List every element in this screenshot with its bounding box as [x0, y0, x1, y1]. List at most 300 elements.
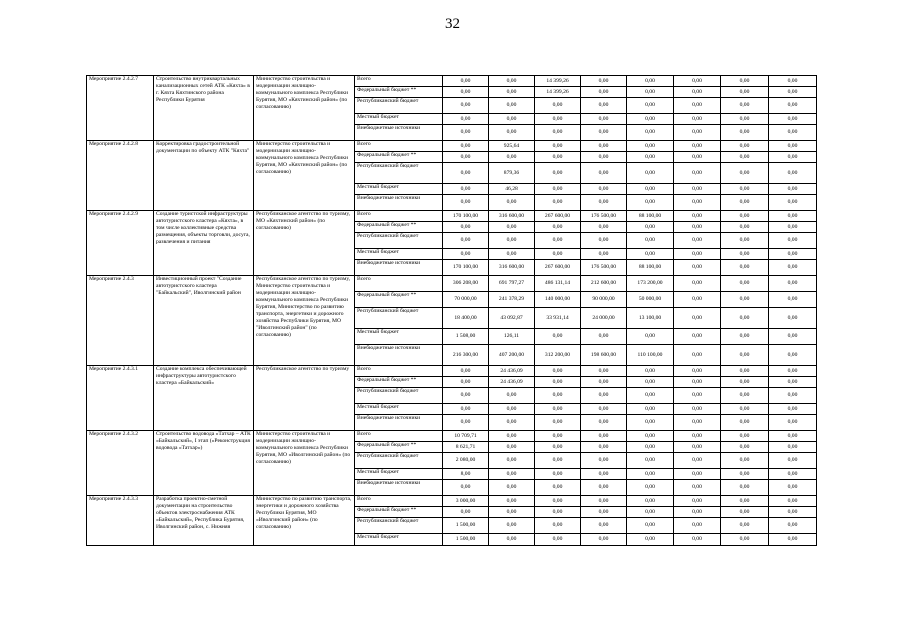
amount-cell: 0,00: [627, 377, 674, 388]
amount-cell: 0,00: [769, 404, 817, 415]
amount-cell: 0,00: [627, 249, 674, 260]
amount-cell: 18 400,00: [443, 308, 489, 329]
amount-cell: 0,00: [769, 469, 817, 480]
funding-source: Внебюджетные источники: [355, 260, 443, 276]
amount-cell: 0,00: [674, 292, 721, 308]
amount-cell: 0,00: [769, 98, 817, 114]
funding-source: Всего: [355, 431, 443, 442]
measure-code: Мероприятие 2.4.3.3: [87, 496, 154, 546]
amount-cell: 0,00: [535, 249, 581, 260]
funding-source: Всего: [355, 276, 443, 292]
amount-cell: 0,00: [769, 292, 817, 308]
funding-source: Федеральный бюджет **: [355, 222, 443, 233]
table-row: [87, 76, 817, 87]
amount-cell: 0,00: [535, 507, 581, 518]
measure-name: Корректировка градостроительной документации по объекту АТК "Кяхта": [154, 141, 254, 211]
amount-cell: 0,00: [721, 442, 769, 453]
amount-cell: 0,00: [674, 125, 721, 141]
funding-source: Республиканский бюджет: [355, 388, 443, 404]
amount-cell: 0,00: [581, 366, 627, 377]
amount-cell: 176 500,00: [581, 260, 627, 276]
measure-code: Мероприятие 2.4.2.9: [87, 211, 154, 276]
amount-cell: 0,00: [489, 404, 535, 415]
amount-cell: 0,00: [489, 496, 535, 507]
measure-code: Мероприятие 2.4.2.8: [87, 141, 154, 211]
amount-cell: 0,00: [581, 249, 627, 260]
amount-cell: 0,00: [769, 222, 817, 233]
table-row: [87, 276, 817, 292]
amount-cell: 0,00: [674, 141, 721, 152]
funding-source: Федеральный бюджет **: [355, 87, 443, 98]
amount-cell: 0,00: [674, 249, 721, 260]
amount-cell: 70 000,00: [443, 292, 489, 308]
amount-cell: 0,00: [674, 453, 721, 469]
amount-cell: 24 436,09: [489, 377, 535, 388]
funding-source: Внебюджетные источники: [355, 415, 443, 431]
amount-cell: 14 399,26: [535, 87, 581, 98]
measure-code: Мероприятие 2.4.3: [87, 276, 154, 366]
amount-cell: 0,00: [769, 534, 817, 546]
amount-cell: 0,00: [769, 507, 817, 518]
funding-source: Местный бюджет: [355, 534, 443, 546]
funding-source: Республиканский бюджет: [355, 163, 443, 184]
amount-cell: 140 000,00: [535, 292, 581, 308]
amount-cell: 925,64: [489, 141, 535, 152]
amount-cell: 0,00: [443, 152, 489, 163]
amount-cell: 0,00: [769, 366, 817, 377]
amount-cell: 0,00: [674, 388, 721, 404]
amount-cell: 0,00: [627, 114, 674, 125]
amount-cell: 0,00: [627, 195, 674, 211]
amount-cell: 0,00: [769, 211, 817, 222]
measure-executor: Министерство строительства и модернизации жилищно-коммунального комплекса Республики Бурятия, МО «Кяхтинский район» (по согласованию): [254, 76, 355, 141]
amount-cell: 0,00: [769, 496, 817, 507]
amount-cell: 0,00: [535, 233, 581, 249]
amount-cell: 33 931,14: [535, 308, 581, 329]
funding-source: Республиканский бюджет: [355, 518, 443, 534]
amount-cell: 691 797,27: [489, 276, 535, 292]
amount-cell: 0,00: [535, 469, 581, 480]
amount-cell: 0,00: [581, 388, 627, 404]
funding-source: Федеральный бюджет **: [355, 507, 443, 518]
amount-cell: 316 600,00: [489, 211, 535, 222]
funding-source: Всего: [355, 141, 443, 152]
amount-cell: 0,00: [581, 404, 627, 415]
amount-cell: 0,00: [769, 125, 817, 141]
amount-cell: 0,00: [769, 152, 817, 163]
amount-cell: 0,00: [674, 76, 721, 87]
amount-cell: 0,00: [769, 114, 817, 125]
amount-cell: 0,00: [674, 518, 721, 534]
amount-cell: 0,00: [674, 496, 721, 507]
amount-cell: 8,00: [443, 469, 489, 480]
amount-cell: 10 709,71: [443, 431, 489, 442]
amount-cell: 0,00: [721, 431, 769, 442]
amount-cell: 0,00: [535, 222, 581, 233]
amount-cell: 0,00: [443, 114, 489, 125]
amount-cell: 0,00: [489, 469, 535, 480]
amount-cell: 170 100,00: [443, 211, 489, 222]
amount-cell: 0,00: [721, 404, 769, 415]
amount-cell: 216 300,00: [443, 345, 489, 366]
amount-cell: 0,00: [674, 431, 721, 442]
amount-cell: 0,00: [581, 233, 627, 249]
amount-cell: 0,00: [769, 415, 817, 431]
measure-executor: Республиканское агентство по туризму, МО «Кяхтинский район» (по согласованию): [254, 211, 355, 276]
amount-cell: 0,00: [769, 184, 817, 195]
amount-cell: 0,00: [489, 233, 535, 249]
funding-source: Местный бюджет: [355, 114, 443, 125]
amount-cell: 0,00: [489, 87, 535, 98]
amount-cell: 176 500,00: [581, 211, 627, 222]
amount-cell: 0,00: [535, 431, 581, 442]
amount-cell: 126,11: [489, 329, 535, 345]
amount-cell: 0,00: [443, 87, 489, 98]
amount-cell: 241 378,29: [489, 292, 535, 308]
amount-cell: 0,00: [581, 195, 627, 211]
amount-cell: 0,00: [489, 249, 535, 260]
amount-cell: 0,00: [581, 125, 627, 141]
measure-executor: Министерство строительства и модернизации жилищно-коммунального комплекса Республики Бурятия, МО «Кяхтинский район» (по согласованию): [254, 141, 355, 211]
amount-cell: 0,00: [443, 141, 489, 152]
amount-cell: 0,00: [443, 388, 489, 404]
amount-cell: 0,00: [674, 152, 721, 163]
amount-cell: 0,00: [674, 114, 721, 125]
amount-cell: 0,00: [721, 260, 769, 276]
amount-cell: 0,00: [627, 233, 674, 249]
amount-cell: 0,00: [674, 87, 721, 98]
amount-cell: 0,00: [581, 469, 627, 480]
amount-cell: 0,00: [489, 480, 535, 496]
amount-cell: 170 100,00: [443, 260, 489, 276]
amount-cell: 0,00: [489, 388, 535, 404]
amount-cell: 0,00: [627, 125, 674, 141]
table-row: [87, 211, 817, 222]
amount-cell: 0,00: [489, 222, 535, 233]
amount-cell: 1 508,00: [443, 329, 489, 345]
amount-cell: 0,00: [535, 496, 581, 507]
amount-cell: 0,00: [489, 453, 535, 469]
amount-cell: 0,00: [443, 404, 489, 415]
budget-table-body: [87, 76, 817, 546]
table-row: [87, 496, 817, 507]
amount-cell: 0,00: [535, 442, 581, 453]
amount-cell: 0,00: [721, 469, 769, 480]
amount-cell: 0,00: [674, 195, 721, 211]
page-number: 32: [445, 16, 460, 32]
amount-cell: 0,00: [443, 125, 489, 141]
amount-cell: 0,00: [489, 518, 535, 534]
amount-cell: 0,00: [674, 308, 721, 329]
amount-cell: 0,00: [769, 249, 817, 260]
amount-cell: 0,00: [721, 366, 769, 377]
amount-cell: 0,00: [443, 366, 489, 377]
amount-cell: 0,00: [674, 163, 721, 184]
amount-cell: 0,00: [721, 184, 769, 195]
amount-cell: 0,00: [769, 388, 817, 404]
amount-cell: 0,00: [721, 222, 769, 233]
amount-cell: 312 200,00: [535, 345, 581, 366]
amount-cell: 0,00: [769, 195, 817, 211]
amount-cell: 0,00: [535, 480, 581, 496]
amount-cell: 0,00: [581, 453, 627, 469]
amount-cell: 0,00: [535, 518, 581, 534]
amount-cell: 0,00: [627, 329, 674, 345]
amount-cell: 0,00: [489, 98, 535, 114]
amount-cell: 0,00: [769, 518, 817, 534]
funding-source: Местный бюджет: [355, 469, 443, 480]
amount-cell: 0,00: [627, 469, 674, 480]
table-row: [87, 431, 817, 442]
amount-cell: 110 100,00: [627, 345, 674, 366]
amount-cell: 486 131,14: [535, 276, 581, 292]
amount-cell: 24 000,00: [581, 308, 627, 329]
amount-cell: 0,00: [721, 141, 769, 152]
funding-source: Внебюджетные источники: [355, 345, 443, 366]
amount-cell: 13 100,00: [627, 308, 674, 329]
measure-code: Мероприятие 2.4.3.1: [87, 366, 154, 431]
funding-source: Всего: [355, 211, 443, 222]
amount-cell: 0,00: [627, 453, 674, 469]
measure-executor: Министерство строительства и модернизации жилищно-коммунального комплекса Республики Бурятия, МО «Иволгинский район» (по согласованию): [254, 431, 355, 496]
amount-cell: 0,00: [581, 141, 627, 152]
amount-cell: 0,00: [443, 163, 489, 184]
amount-cell: 0,00: [769, 480, 817, 496]
amount-cell: 0,00: [535, 195, 581, 211]
amount-cell: 0,00: [535, 114, 581, 125]
amount-cell: 0,00: [721, 76, 769, 87]
amount-cell: 0,00: [674, 366, 721, 377]
amount-cell: 0,00: [581, 377, 627, 388]
amount-cell: 0,00: [535, 366, 581, 377]
amount-cell: 0,00: [721, 415, 769, 431]
funding-source: Федеральный бюджет **: [355, 377, 443, 388]
amount-cell: 0,00: [489, 534, 535, 546]
amount-cell: 0,00: [443, 249, 489, 260]
amount-cell: 0,00: [489, 195, 535, 211]
amount-cell: 0,00: [581, 518, 627, 534]
amount-cell: 0,00: [581, 87, 627, 98]
amount-cell: 0,00: [721, 114, 769, 125]
funding-source: Местный бюджет: [355, 404, 443, 415]
amount-cell: 0,00: [674, 98, 721, 114]
amount-cell: 0,00: [535, 141, 581, 152]
amount-cell: 0,00: [674, 260, 721, 276]
amount-cell: 0,00: [674, 184, 721, 195]
amount-cell: 0,00: [721, 163, 769, 184]
amount-cell: 0,00: [581, 431, 627, 442]
amount-cell: 0,00: [535, 184, 581, 195]
amount-cell: 0,00: [443, 507, 489, 518]
amount-cell: 0,00: [769, 233, 817, 249]
budget-table: [86, 75, 817, 546]
amount-cell: 198 600,00: [581, 345, 627, 366]
amount-cell: 0,00: [627, 366, 674, 377]
amount-cell: 0,00: [627, 87, 674, 98]
amount-cell: 0,00: [627, 442, 674, 453]
amount-cell: 0,00: [627, 480, 674, 496]
amount-cell: 0,00: [535, 377, 581, 388]
amount-cell: 0,00: [721, 125, 769, 141]
amount-cell: 0,00: [721, 496, 769, 507]
amount-cell: 2 080,00: [443, 453, 489, 469]
amount-cell: 0,00: [581, 534, 627, 546]
amount-cell: 316 600,00: [489, 260, 535, 276]
amount-cell: 0,00: [721, 534, 769, 546]
amount-cell: 0,00: [627, 404, 674, 415]
amount-cell: 0,00: [443, 222, 489, 233]
funding-source: Местный бюджет: [355, 184, 443, 195]
amount-cell: 0,00: [535, 415, 581, 431]
amount-cell: 0,00: [721, 507, 769, 518]
amount-cell: 0,00: [581, 98, 627, 114]
amount-cell: 0,00: [674, 534, 721, 546]
amount-cell: 90 000,00: [581, 292, 627, 308]
funding-source: Республиканский бюджет: [355, 308, 443, 329]
measure-executor: Республиканское агентство по туризму: [254, 366, 355, 431]
amount-cell: 0,00: [674, 233, 721, 249]
amount-cell: 0,00: [535, 453, 581, 469]
amount-cell: 173 200,00: [627, 276, 674, 292]
amount-cell: 0,00: [535, 98, 581, 114]
amount-cell: 0,00: [443, 76, 489, 87]
amount-cell: 0,00: [721, 480, 769, 496]
amount-cell: 0,00: [443, 233, 489, 249]
measure-name: Строительство водовода «Татхар – АТК «Байкальский», I этап («Реконструкция водовода «Татхар»): [154, 431, 254, 496]
amount-cell: 0,00: [627, 163, 674, 184]
amount-cell: 0,00: [581, 480, 627, 496]
amount-cell: 3 000,00: [443, 496, 489, 507]
amount-cell: 0,00: [627, 534, 674, 546]
amount-cell: 0,00: [769, 260, 817, 276]
amount-cell: 0,00: [627, 184, 674, 195]
funding-source: Всего: [355, 496, 443, 507]
amount-cell: 0,00: [443, 184, 489, 195]
amount-cell: 0,00: [627, 518, 674, 534]
amount-cell: 0,00: [769, 431, 817, 442]
measure-code: Мероприятие 2.4.3.2: [87, 431, 154, 496]
amount-cell: 0,00: [627, 496, 674, 507]
amount-cell: 14 399,26: [535, 76, 581, 87]
amount-cell: 0,00: [769, 442, 817, 453]
amount-cell: 0,00: [674, 404, 721, 415]
amount-cell: 306 208,00: [443, 276, 489, 292]
amount-cell: 0,00: [581, 152, 627, 163]
amount-cell: 0,00: [489, 114, 535, 125]
amount-cell: 267 600,00: [535, 211, 581, 222]
amount-cell: 879,36: [489, 163, 535, 184]
funding-source: Внебюджетные источники: [355, 125, 443, 141]
amount-cell: 0,00: [443, 480, 489, 496]
amount-cell: 0,00: [769, 308, 817, 329]
amount-cell: 0,00: [721, 152, 769, 163]
amount-cell: 0,00: [535, 163, 581, 184]
amount-cell: 0,00: [535, 534, 581, 546]
amount-cell: 0,00: [769, 377, 817, 388]
amount-cell: 0,00: [535, 404, 581, 415]
amount-cell: 0,00: [581, 184, 627, 195]
amount-cell: 0,00: [581, 163, 627, 184]
funding-source: Внебюджетные источники: [355, 195, 443, 211]
amount-cell: 50 000,00: [627, 292, 674, 308]
measure-name: Создание комплекса обеспечивающей инфраструктуры автотуристского кластера «Байкальский»: [154, 366, 254, 431]
amount-cell: 0,00: [489, 152, 535, 163]
amount-cell: 0,00: [674, 211, 721, 222]
amount-cell: 0,00: [721, 87, 769, 98]
amount-cell: 0,00: [581, 496, 627, 507]
amount-cell: 88 100,00: [627, 260, 674, 276]
funding-source: Республиканский бюджет: [355, 233, 443, 249]
amount-cell: 212 600,00: [581, 276, 627, 292]
amount-cell: 0,00: [489, 431, 535, 442]
amount-cell: 0,00: [489, 125, 535, 141]
amount-cell: 24 436,09: [489, 366, 535, 377]
amount-cell: 0,00: [674, 377, 721, 388]
amount-cell: 0,00: [721, 377, 769, 388]
amount-cell: 0,00: [721, 329, 769, 345]
amount-cell: 0,00: [489, 507, 535, 518]
amount-cell: 0,00: [627, 152, 674, 163]
amount-cell: 0,00: [535, 329, 581, 345]
amount-cell: 88 100,00: [627, 211, 674, 222]
amount-cell: 0,00: [721, 195, 769, 211]
funding-source: Местный бюджет: [355, 249, 443, 260]
amount-cell: 0,00: [627, 222, 674, 233]
funding-source: Всего: [355, 76, 443, 87]
amount-cell: 0,00: [674, 222, 721, 233]
amount-cell: 8 621,71: [443, 442, 489, 453]
amount-cell: 0,00: [721, 345, 769, 366]
amount-cell: 0,00: [627, 507, 674, 518]
amount-cell: 0,00: [627, 431, 674, 442]
amount-cell: 0,00: [581, 222, 627, 233]
amount-cell: 0,00: [721, 292, 769, 308]
amount-cell: 0,00: [581, 415, 627, 431]
funding-source: Федеральный бюджет **: [355, 152, 443, 163]
measure-code: Мероприятие 2.4.2.7: [87, 76, 154, 141]
funding-source: Федеральный бюджет **: [355, 292, 443, 308]
amount-cell: 0,00: [674, 329, 721, 345]
amount-cell: 0,00: [721, 276, 769, 292]
amount-cell: 0,00: [721, 388, 769, 404]
amount-cell: 0,00: [721, 308, 769, 329]
amount-cell: 0,00: [581, 114, 627, 125]
funding-source: Всего: [355, 366, 443, 377]
table-row: [87, 366, 817, 377]
amount-cell: 0,00: [443, 415, 489, 431]
measure-name: Создание туристской инфраструктуры автотуристского кластера «Кяхта», в том числе коллективные средства размещения, объекты торговли, досуга, развлечения и питания: [154, 211, 254, 276]
amount-cell: 0,00: [769, 345, 817, 366]
amount-cell: 0,00: [769, 141, 817, 152]
amount-cell: 0,00: [489, 76, 535, 87]
amount-cell: 0,00: [769, 87, 817, 98]
amount-cell: 267 600,00: [535, 260, 581, 276]
amount-cell: 0,00: [674, 276, 721, 292]
amount-cell: 0,00: [627, 98, 674, 114]
amount-cell: 0,00: [581, 507, 627, 518]
amount-cell: 0,00: [721, 249, 769, 260]
amount-cell: 0,00: [627, 388, 674, 404]
amount-cell: 0,00: [443, 98, 489, 114]
amount-cell: 43 092,87: [489, 308, 535, 329]
amount-cell: 407 200,00: [489, 345, 535, 366]
amount-cell: 0,00: [674, 442, 721, 453]
measure-executor: Республиканское агентство по туризму, Министерство строительства и модернизации жилищно-коммунального комплекса Республики Бурятия, Министерство по развитию транспорта, энергетики и дорожного хозяйства Республики Бурятия, МО "Иволгинский район" (по согласованию): [254, 276, 355, 366]
table-row: [87, 141, 817, 152]
amount-cell: 0,00: [674, 415, 721, 431]
amount-cell: 0,00: [443, 377, 489, 388]
amount-cell: 0,00: [769, 163, 817, 184]
